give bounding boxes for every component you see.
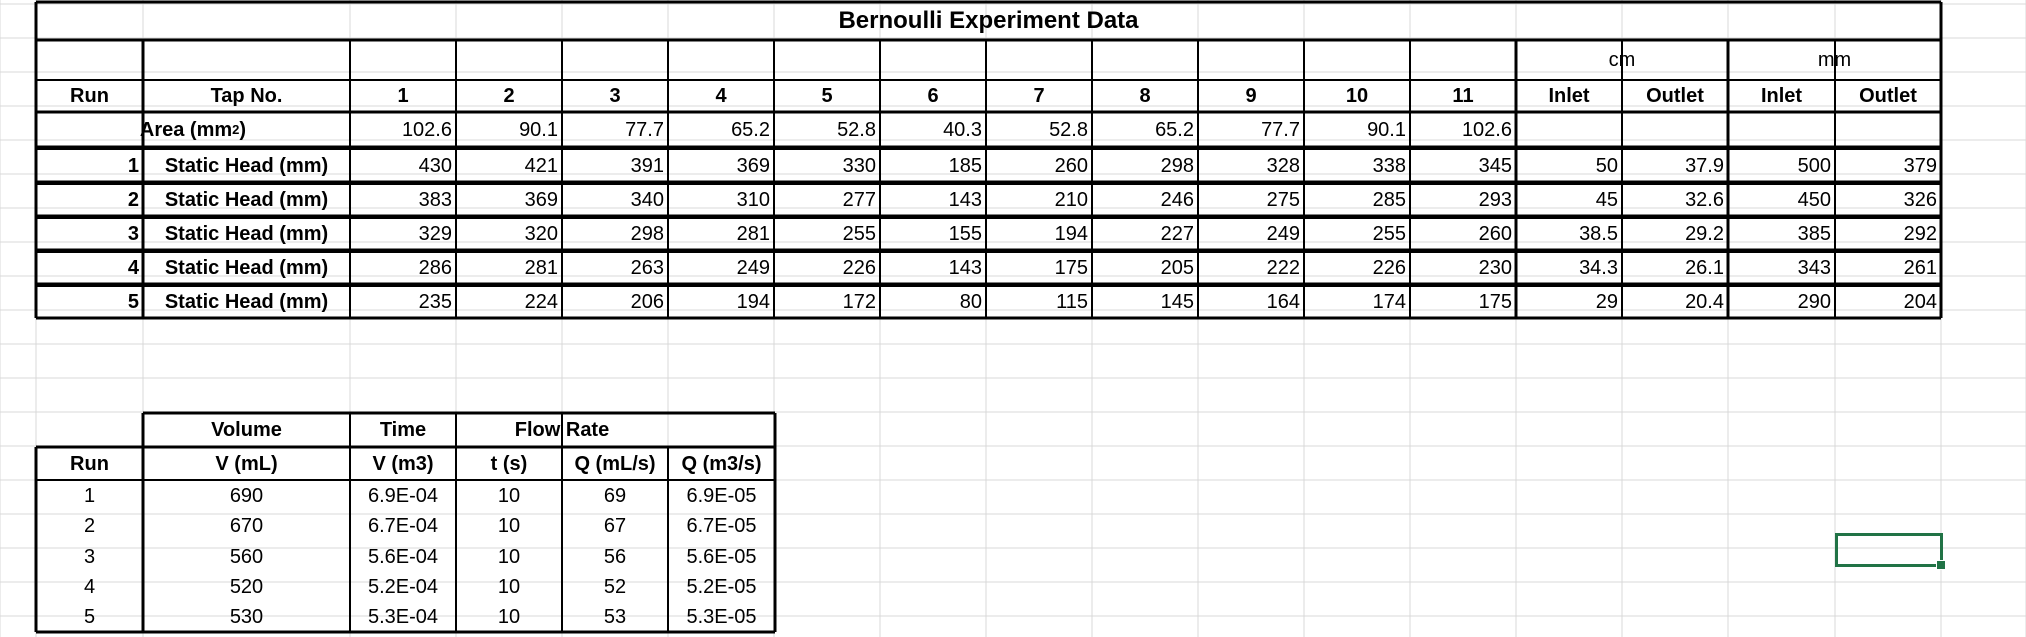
mm-inlet-value[interactable]: 385: [1797, 223, 1831, 245]
area-value[interactable]: 102.6: [1461, 118, 1512, 141]
cell-run[interactable]: 1: [83, 484, 96, 507]
header-v-m3[interactable]: V (m3): [372, 452, 434, 475]
area-value[interactable]: 52.8: [837, 118, 876, 141]
area-value[interactable]: 52.8: [1049, 118, 1088, 141]
tap-header[interactable]: 2: [503, 85, 515, 107]
static-head-value[interactable]: 310: [736, 189, 770, 211]
static-head-value[interactable]: 226: [842, 257, 876, 279]
cm-outlet-value[interactable]: 29.2: [1685, 223, 1724, 245]
static-head-value[interactable]: 281: [524, 257, 558, 279]
fill-handle[interactable]: [1936, 560, 1946, 570]
static-head-value[interactable]: 329: [418, 223, 452, 245]
area-value[interactable]: 102.6: [401, 118, 452, 141]
run-number[interactable]: 5: [127, 291, 139, 313]
run-number[interactable]: 4: [127, 257, 139, 279]
static-head-value[interactable]: 320: [524, 223, 558, 245]
static-head-value[interactable]: 145: [1160, 291, 1194, 313]
static-head-label[interactable]: Static Head (mm): [164, 257, 329, 279]
cm-inlet-header[interactable]: Inlet: [1548, 85, 1590, 107]
static-head-value[interactable]: 345: [1478, 154, 1512, 177]
run-number[interactable]: 2: [127, 189, 139, 211]
header-run[interactable]: Run: [70, 452, 109, 475]
mm-outlet-value[interactable]: 379: [1903, 154, 1937, 177]
static-head-value[interactable]: 369: [524, 189, 558, 211]
cell-t-s[interactable]: 10: [497, 484, 521, 507]
static-head-value[interactable]: 263: [630, 257, 664, 279]
tap-header[interactable]: 5: [821, 85, 833, 107]
mm-inlet-value[interactable]: 450: [1797, 189, 1831, 211]
area-value[interactable]: 65.2: [731, 118, 770, 141]
static-head-value[interactable]: 226: [1372, 257, 1406, 279]
area-value[interactable]: 77.7: [625, 118, 664, 141]
mm-outlet-value[interactable]: 326: [1903, 189, 1937, 211]
tap-header[interactable]: 9: [1245, 85, 1257, 107]
static-head-value[interactable]: 194: [736, 291, 770, 313]
cell-v-ml[interactable]: 530: [229, 605, 264, 628]
static-head-label[interactable]: Static Head (mm): [164, 291, 329, 313]
static-head-value[interactable]: 206: [630, 291, 664, 313]
static-head-value[interactable]: 249: [1266, 223, 1300, 245]
tap-header[interactable]: 4: [715, 85, 727, 107]
unit-mm-header[interactable]: mm: [1817, 49, 1852, 71]
static-head-value[interactable]: 369: [736, 154, 770, 177]
cell-run[interactable]: 5: [83, 605, 96, 628]
table-title[interactable]: Bernoulli Experiment Data: [838, 7, 1139, 34]
cell-q-m3s[interactable]: 6.7E-05: [686, 515, 757, 537]
static-head-value[interactable]: 235: [418, 291, 452, 313]
static-head-value[interactable]: 391: [630, 154, 664, 177]
cell-q-mls[interactable]: 53: [603, 605, 627, 628]
static-head-value[interactable]: 175: [1054, 257, 1088, 279]
header-q-m3s[interactable]: Q (m3/s): [681, 452, 762, 475]
area-label-close: ): [239, 118, 247, 141]
cell-v-m3[interactable]: 6.9E-04: [367, 484, 439, 507]
tap-no-header[interactable]: Tap No.: [210, 85, 283, 107]
cm-inlet-value[interactable]: 29: [1595, 291, 1618, 313]
cell-q-mls[interactable]: 67: [603, 515, 627, 537]
static-head-value[interactable]: 143: [948, 189, 982, 211]
cell-q-m3s[interactable]: 5.6E-05: [686, 545, 757, 568]
header-v-ml[interactable]: V (mL): [215, 452, 278, 475]
static-head-value[interactable]: 340: [630, 189, 664, 211]
run-header[interactable]: Run: [70, 85, 109, 107]
tap-header[interactable]: 10: [1345, 85, 1369, 107]
static-head-value[interactable]: 194: [1054, 223, 1088, 245]
static-head-value[interactable]: 383: [418, 189, 452, 211]
cell-t-s[interactable]: 10: [497, 515, 521, 537]
tap-header[interactable]: 6: [927, 85, 939, 107]
cm-outlet-header[interactable]: Outlet: [1646, 85, 1704, 107]
static-head-value[interactable]: 255: [1372, 223, 1406, 245]
static-head-value[interactable]: 174: [1372, 291, 1406, 313]
mm-outlet-value[interactable]: 292: [1903, 223, 1937, 245]
static-head-value[interactable]: 298: [1160, 154, 1194, 177]
static-head-value[interactable]: 155: [948, 223, 982, 245]
static-head-value[interactable]: 80: [959, 291, 982, 313]
static-head-label[interactable]: Static Head (mm): [164, 223, 329, 245]
cell-run[interactable]: 2: [83, 515, 96, 537]
static-head-value[interactable]: 328: [1266, 154, 1300, 177]
cell-q-mls[interactable]: 52: [603, 575, 627, 598]
mm-inlet-value[interactable]: 500: [1797, 154, 1831, 177]
static-head-value[interactable]: 249: [736, 257, 770, 279]
cell-v-ml[interactable]: 520: [229, 575, 264, 598]
cell-v-m3[interactable]: 6.7E-04: [367, 515, 439, 537]
static-head-value[interactable]: 143: [948, 257, 982, 279]
static-head-value[interactable]: 338: [1372, 154, 1406, 177]
static-head-value[interactable]: 164: [1266, 291, 1300, 313]
area-label-text: Area (mm: [139, 118, 233, 141]
static-head-value[interactable]: 185: [948, 154, 982, 177]
static-head-value[interactable]: 260: [1478, 223, 1512, 245]
cell-v-m3[interactable]: 5.2E-04: [367, 575, 439, 598]
area-value[interactable]: 40.3: [943, 118, 982, 141]
cm-outlet-value[interactable]: 26.1: [1685, 257, 1724, 279]
mm-outlet-value[interactable]: 261: [1903, 257, 1937, 279]
cm-inlet-value[interactable]: 45: [1595, 189, 1618, 211]
mm-inlet-value[interactable]: 343: [1797, 257, 1831, 279]
run-number[interactable]: 1: [127, 154, 139, 177]
static-head-value[interactable]: 115: [1056, 291, 1088, 313]
static-head-value[interactable]: 275: [1266, 189, 1300, 211]
time-group-header[interactable]: Time: [379, 419, 427, 441]
cell-q-m3s[interactable]: 5.2E-05: [686, 575, 757, 598]
cell-t-s[interactable]: 10: [497, 545, 521, 568]
static-head-value[interactable]: 285: [1372, 189, 1406, 211]
cm-inlet-value[interactable]: 38.5: [1579, 223, 1618, 245]
static-head-label[interactable]: Static Head (mm): [164, 189, 329, 211]
selected-cell[interactable]: [1835, 533, 1943, 567]
static-head-label[interactable]: Static Head (mm): [164, 154, 329, 177]
run-number[interactable]: 3: [127, 223, 139, 245]
area-value[interactable]: 90.1: [519, 118, 558, 141]
mm-outlet-header[interactable]: Outlet: [1859, 85, 1917, 107]
area-value[interactable]: 90.1: [1367, 118, 1406, 141]
static-head-value[interactable]: 230: [1478, 257, 1512, 279]
static-head-value[interactable]: 277: [842, 189, 876, 211]
static-head-value[interactable]: 330: [842, 154, 876, 177]
cm-inlet-value[interactable]: 34.3: [1579, 257, 1618, 279]
cell-v-m3[interactable]: 5.6E-04: [367, 545, 439, 568]
header-t-s[interactable]: t (s): [490, 452, 528, 475]
static-head-value[interactable]: 260: [1054, 154, 1088, 177]
cm-outlet-value[interactable]: 32.6: [1685, 189, 1724, 211]
cell-t-s[interactable]: 10: [497, 605, 521, 628]
cell-v-m3[interactable]: 5.3E-04: [367, 605, 439, 628]
static-head-value[interactable]: 281: [736, 223, 770, 245]
header-q-mls[interactable]: Q (mL/s): [574, 452, 656, 475]
static-head-value[interactable]: 227: [1160, 223, 1194, 245]
static-head-value[interactable]: 255: [842, 223, 876, 245]
cm-outlet-value[interactable]: 37.9: [1685, 154, 1724, 177]
cell-q-m3s[interactable]: 5.3E-05: [686, 605, 757, 628]
static-head-value[interactable]: 293: [1478, 189, 1512, 211]
static-head-value[interactable]: 210: [1054, 189, 1088, 211]
static-head-value[interactable]: 286: [418, 257, 452, 279]
cell-q-mls[interactable]: 56: [603, 545, 627, 568]
static-head-value[interactable]: 246: [1160, 189, 1194, 211]
tap-header[interactable]: 3: [609, 85, 621, 107]
cell-run[interactable]: 4: [83, 575, 96, 598]
mm-inlet-header[interactable]: Inlet: [1760, 85, 1803, 107]
tap-header[interactable]: 8: [1139, 85, 1151, 107]
cm-inlet-value[interactable]: 50: [1595, 154, 1618, 177]
cell-v-ml[interactable]: 670: [229, 515, 264, 537]
cell-run[interactable]: 3: [83, 545, 96, 568]
cell-t-s[interactable]: 10: [497, 575, 521, 598]
static-head-value[interactable]: 175: [1478, 291, 1512, 313]
tap-header[interactable]: 11: [1452, 85, 1474, 107]
cm-outlet-value[interactable]: 20.4: [1685, 291, 1724, 313]
static-head-value[interactable]: 298: [630, 223, 664, 245]
cell-q-m3s[interactable]: 6.9E-05: [686, 484, 757, 507]
static-head-value[interactable]: 224: [524, 291, 558, 313]
static-head-value[interactable]: 222: [1266, 257, 1300, 279]
tap-header[interactable]: 7: [1033, 85, 1045, 107]
flow-rate-group-header[interactable]: Flow Rate: [514, 419, 610, 441]
static-head-value[interactable]: 421: [524, 154, 558, 177]
area-label[interactable]: Area (mm 2 ): [139, 118, 247, 141]
mm-inlet-value[interactable]: 290: [1797, 291, 1831, 313]
static-head-value[interactable]: 205: [1160, 257, 1194, 279]
volume-group-header[interactable]: Volume: [211, 419, 282, 441]
cell-q-mls[interactable]: 69: [603, 484, 627, 507]
unit-cm-header[interactable]: cm: [1608, 49, 1636, 71]
static-head-value[interactable]: 430: [418, 154, 452, 177]
static-head-value[interactable]: 172: [842, 291, 876, 313]
area-value[interactable]: 77.7: [1261, 118, 1300, 141]
area-value[interactable]: 65.2: [1155, 118, 1194, 141]
mm-outlet-value[interactable]: 204: [1903, 291, 1937, 313]
cell-v-ml[interactable]: 560: [229, 545, 264, 568]
tap-header[interactable]: 1: [397, 85, 409, 107]
cell-v-ml[interactable]: 690: [229, 484, 264, 507]
